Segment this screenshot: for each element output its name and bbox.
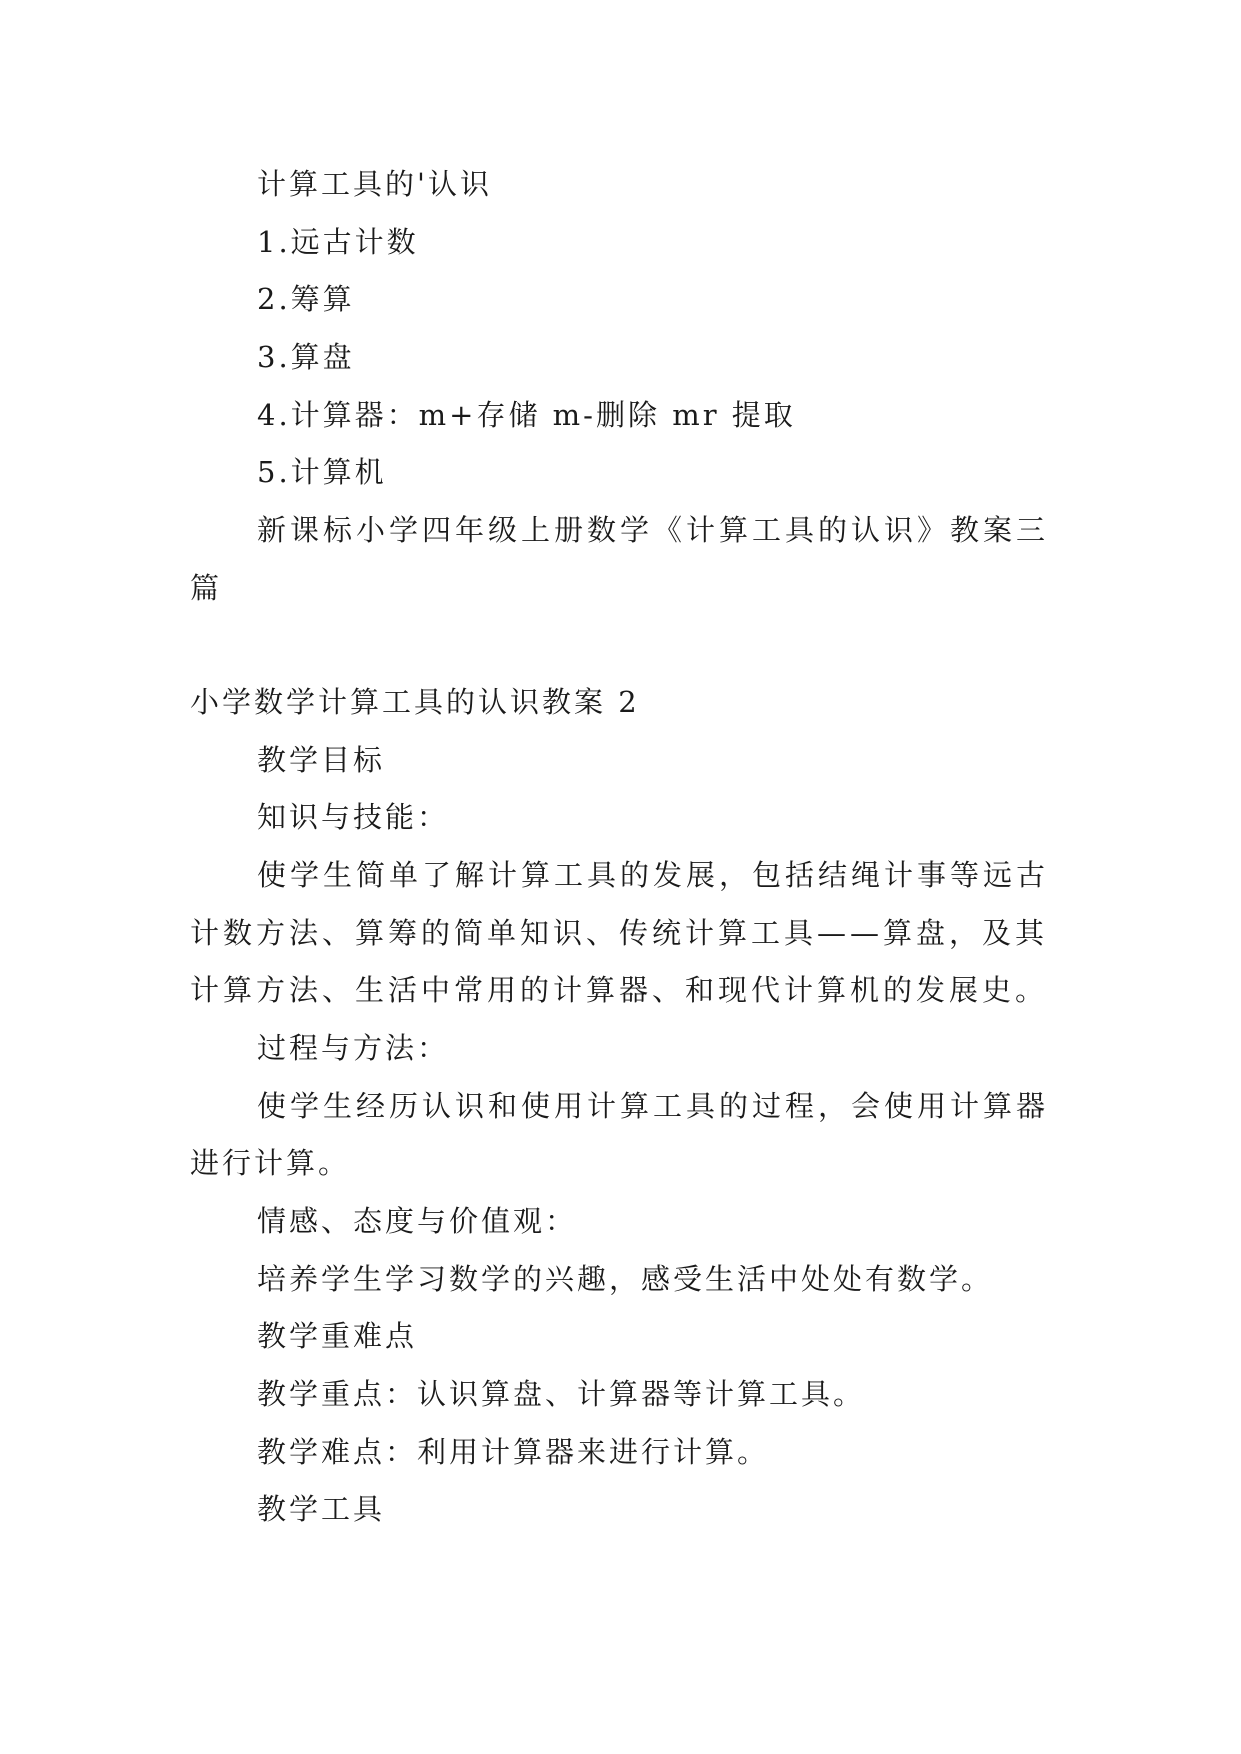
list-item-calculator: 4.计算器：m+存储 m-删除 mr 提取 xyxy=(257,398,796,432)
subheading-process-method: 过程与方法： xyxy=(257,1031,450,1065)
list-item-counting-rods: 2.筹算 xyxy=(257,282,355,316)
paragraph-knowledge-line-2: 计数方法、算筹的简单知识、传统计算工具——算盘，及其 xyxy=(190,916,1049,950)
list-item-computer: 5.计算机 xyxy=(257,455,387,489)
document-title-line-1: 新课标小学四年级上册数学《计算工具的认识》教案三 xyxy=(257,513,1050,547)
lesson-plan-title: 小学数学计算工具的认识教案 2 xyxy=(190,685,640,719)
list-item-abacus: 3.算盘 xyxy=(257,340,355,374)
subheading-knowledge-skills: 知识与技能： xyxy=(257,800,450,834)
paragraph-process-line-2: 进行计算。 xyxy=(190,1146,351,1180)
paragraph-knowledge-line-3: 计算方法、生活中常用的计算器、和现代计算机的发展史。 xyxy=(190,973,1049,1007)
paragraph-process-line-1: 使学生经历认识和使用计算工具的过程，会使用计算器 xyxy=(257,1089,1050,1123)
heading-teaching-goals: 教学目标 xyxy=(257,743,386,777)
list-item-ancient-counting: 1.远古计数 xyxy=(257,225,419,259)
document-title-line-2: 篇 xyxy=(190,571,220,605)
heading-teaching-tools: 教学工具 xyxy=(257,1492,386,1526)
paragraph-knowledge-line-1: 使学生简单了解计算工具的发展，包括结绳计事等远古 xyxy=(257,858,1050,892)
paragraph-key-points: 教学重点：认识算盘、计算器等计算工具。 xyxy=(257,1377,866,1411)
paragraph-attitude: 培养学生学习数学的兴趣，感受生活中处处有数学。 xyxy=(257,1262,994,1296)
paragraph-difficult-points: 教学难点：利用计算器来进行计算。 xyxy=(257,1435,770,1469)
subheading-attitude-values: 情感、态度与价值观： xyxy=(257,1204,578,1238)
heading-key-difficult-points: 教学重难点 xyxy=(257,1319,418,1353)
section-heading-computing-tools: 计算工具的'认识 xyxy=(257,167,492,201)
